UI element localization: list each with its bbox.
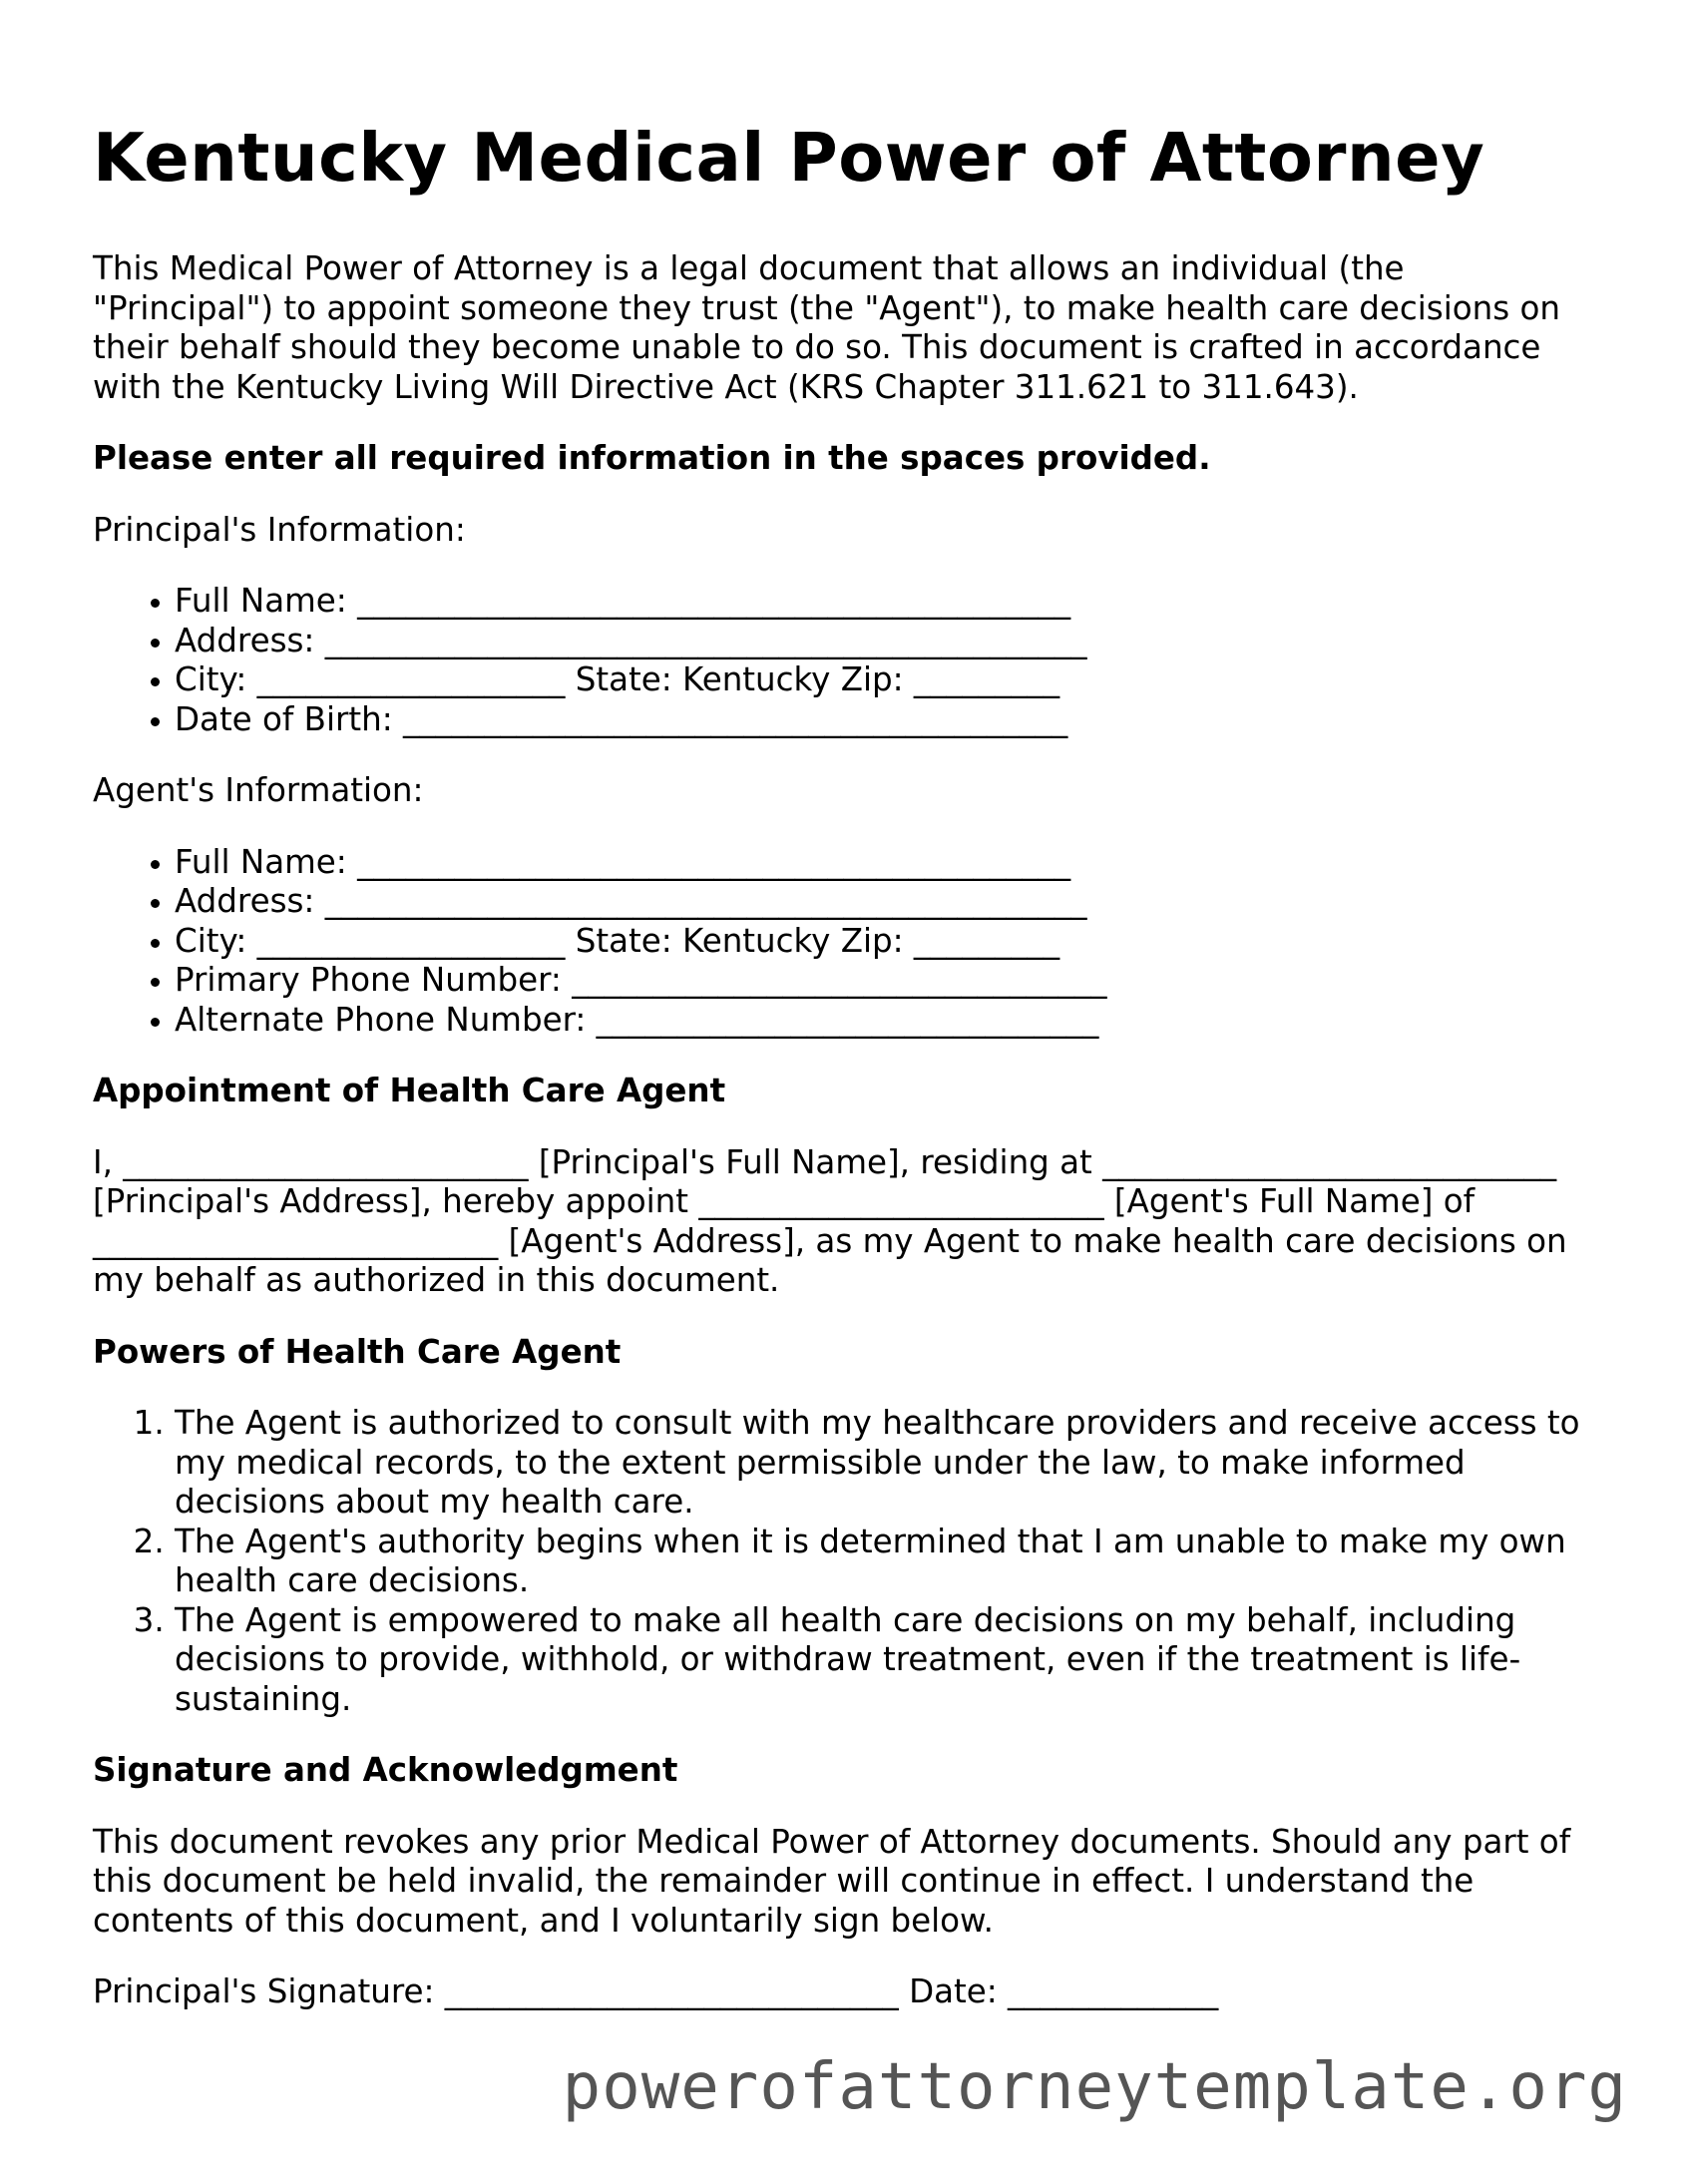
principal-full-name-field: • Full Name: ____________________________________________	[175, 582, 1589, 622]
agent-full-name-field: • Full Name: ____________________________________________	[175, 843, 1589, 883]
principal-address-field: • Address: _______________________________________________	[175, 622, 1589, 661]
instruction-text: Please enter all required information in the spaces provided.	[93, 439, 1211, 477]
principal-info-label: Principal's Information:	[93, 510, 466, 549]
agent-info-label: Agent's Information:	[93, 771, 424, 809]
document-title: Kentucky Medical Power of Attorney	[93, 119, 1485, 197]
appointment-paragraph: I, _________________________ [Principal's Full Name], residing at ____________________________ [Principal's Address], hereby appoint _________________________ [Agent's Full Name] of _________________________ [Agent's Address], as my Agent to make health care decisions on my behalf as authorized in this document.	[93, 1142, 1567, 1299]
principal-info-list	[93, 582, 1589, 739]
intro-paragraph: This Medical Power of Attorney is a legal document that allows an individual (the "Principal") to appoint someone they trust (the "Agent"), to make health care decisions on their behalf should they become unable to do so. This document is crafted in accordance with the Kentucky Living Will Directive Act (KRS Chapter 311.621 to 311.643).	[93, 249, 1560, 406]
power-item: 3. The Agent is empowered to make all health care decisions on my behalf, including decisions to provide, withhold, or withdraw treatment, even if the treatment is life-sustaining.	[175, 1601, 1589, 1720]
power-item: 2. The Agent's authority begins when it is determined that I am unable to make my own health care decisions.	[175, 1523, 1589, 1601]
signature-heading: Signature and Acknowledgment	[93, 1751, 678, 1789]
signature-paragraph: This document revokes any prior Medical Power of Attorney documents. Should any part of this document be held invalid, the remainder will continue in effect. I understand the contents of this document, and I voluntarily sign below.	[93, 1822, 1571, 1940]
power-item: 1. The Agent is authorized to consult with my healthcare providers and receive access to my medical records, to the extent permissible under the law, to make informed decisions about my health care.	[175, 1404, 1589, 1523]
agent-info-list	[93, 843, 1589, 1041]
agent-city-state-zip-field: • City: ___________________ State: Kentucky Zip: _________	[175, 922, 1589, 962]
document-page	[93, 110, 1589, 2012]
agent-alternate-phone-field: • Alternate Phone Number: _______________________________	[175, 1001, 1589, 1041]
powers-heading: Powers of Health Care Agent	[93, 1332, 622, 1371]
appointment-heading: Appointment of Health Care Agent	[93, 1072, 726, 1109]
powers-list	[93, 1404, 1589, 1719]
agent-address-field: • Address: _______________________________________________	[175, 882, 1589, 922]
principal-city-state-zip-field: • City: ___________________ State: Kentucky Zip: _________	[175, 660, 1589, 700]
watermark: powerofattorneytemplate.org	[562, 2050, 1627, 2124]
agent-primary-phone-field: • Primary Phone Number: _________________________________	[175, 961, 1589, 1001]
signature-line: Principal's Signature: ____________________________ Date: _____________	[93, 1972, 1219, 2010]
principal-dob-field: • Date of Birth: _________________________________________	[175, 700, 1589, 740]
